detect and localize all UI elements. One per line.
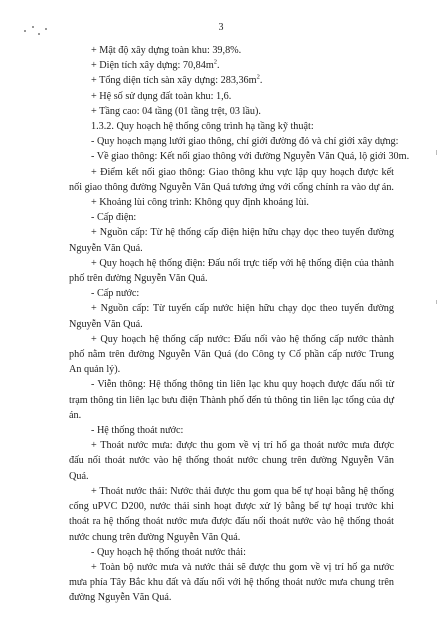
rainwater-paragraph: + Thoát nước mưa: được thu gom về vị trí hố ga thoát nước mưa được đấu nối thoát nước vào hệ thống thoát nước chung trên đường Nguyễn Văn Quá. xyxy=(69,440,394,482)
drainage-heading: - Hệ thống thoát nước: xyxy=(91,425,184,437)
power-heading: - Cấp điện: xyxy=(91,212,137,224)
wastewater-planning-heading: - Quy hoạch hệ thống thoát nước thải: xyxy=(91,546,246,558)
setback-line: + Khoảng lùi công trình: Không quy định khoảng lùi. xyxy=(91,197,309,209)
water-heading: - Cấp nước: xyxy=(91,288,140,300)
traffic-connection-paragraph: + Điểm kết nối giao thông: Giao thông khu vực lập quy hoạch được kết nối giao thông đường Nguyễn Văn Quá tương ứng với cổng chính ra vào dự án. xyxy=(69,166,394,193)
traffic-line: - Về giao thông: Kết nối giao thông với đường Nguyễn Văn Quá, lộ giới 30m. xyxy=(91,151,410,163)
power-source-paragraph: + Nguồn cấp: Từ hệ thống cấp điện hiện hữu chạy dọc theo tuyến đường Nguyễn Văn Quá. xyxy=(69,227,394,254)
land-use-ratio-line: + Hệ số sử dụng đất toàn khu: 1,6. xyxy=(91,90,232,102)
traffic-planning-line: - Quy hoạch mạng lưới giao thông, chỉ giới đường đỏ và chỉ giới xây dựng: xyxy=(91,136,399,148)
document-body xyxy=(69,43,410,606)
square-superscript: 2 xyxy=(213,58,217,66)
floors-line: + Tầng cao: 04 tầng (01 tầng trệt, 03 lầu). xyxy=(91,105,261,117)
density-line: + Mật độ xây dựng toàn khu: 39,8%. xyxy=(91,45,242,56)
water-planning-paragraph: + Quy hoạch hệ thống cấp nước: Đấu nối vào hệ thống cấp nước thành phố nằm trên đường Nguyễn Văn Quá (do Công ty Cổ phần cấp nước Trung An quản lý). xyxy=(69,333,394,376)
building-area-line: + Diện tích xây dựng: $70,84m^2$. xyxy=(91,58,220,72)
square-superscript: 2 xyxy=(256,74,260,82)
section-heading: 1.3.2. Quy hoạch hệ thống công trình hạ tầng kỹ thuật: xyxy=(91,121,314,133)
collection-paragraph: + Toàn bộ nước mưa và nước thải sẽ được thu gom về vị trí hố ga nước mưa phía Tây Bắc khu đất và đấu nối với hệ thống thoát nước mưa chung trên đường Nguyễn Văn Quá. xyxy=(69,561,394,604)
telecom-paragraph: - Viễn thông: Hệ thống thông tin liên lạc khu quy hoạch được đấu nối từ trạm thông tin liên lạc bưu điện Thành phố đến tủ thông tin liên lạc tổng của dự án. xyxy=(69,379,394,421)
power-planning-paragraph: + Quy hoạch hệ thống điện: Đấu nối trực tiếp với hệ thống điện của thành phố trên đường Nguyễn Văn Quá. xyxy=(69,257,394,285)
wastewater-paragraph: + Thoát nước thải: Nước thải được thu gom qua bể tự hoại bằng hệ thống cống uPVC D200, nước thải sinh hoạt được xử lý bằng bể tự hoại trước khi thoát ra hệ thống thoát nước mưa được đấu nối thoát nước vào hệ thống thoát nước chung trên đường Nguyễn Văn Quá. xyxy=(69,485,394,543)
floor-area-line: + Tổng diện tích sàn xây dựng: $283,36m^2$. xyxy=(91,74,263,87)
floor-area-text: + Tổng diện tích sàn xây dựng: 283,36m xyxy=(91,75,257,87)
page-number: 3 xyxy=(218,22,224,33)
water-source-paragraph: + Nguồn cấp: Từ tuyến cấp nước hiện hữu chạy dọc theo tuyến đường Nguyễn Văn Quá. xyxy=(69,303,394,330)
building-area-text: + Diện tích xây dựng: 70,84m xyxy=(91,60,214,72)
scan-edge-mark xyxy=(436,150,437,155)
scan-edge-mark xyxy=(436,300,437,304)
